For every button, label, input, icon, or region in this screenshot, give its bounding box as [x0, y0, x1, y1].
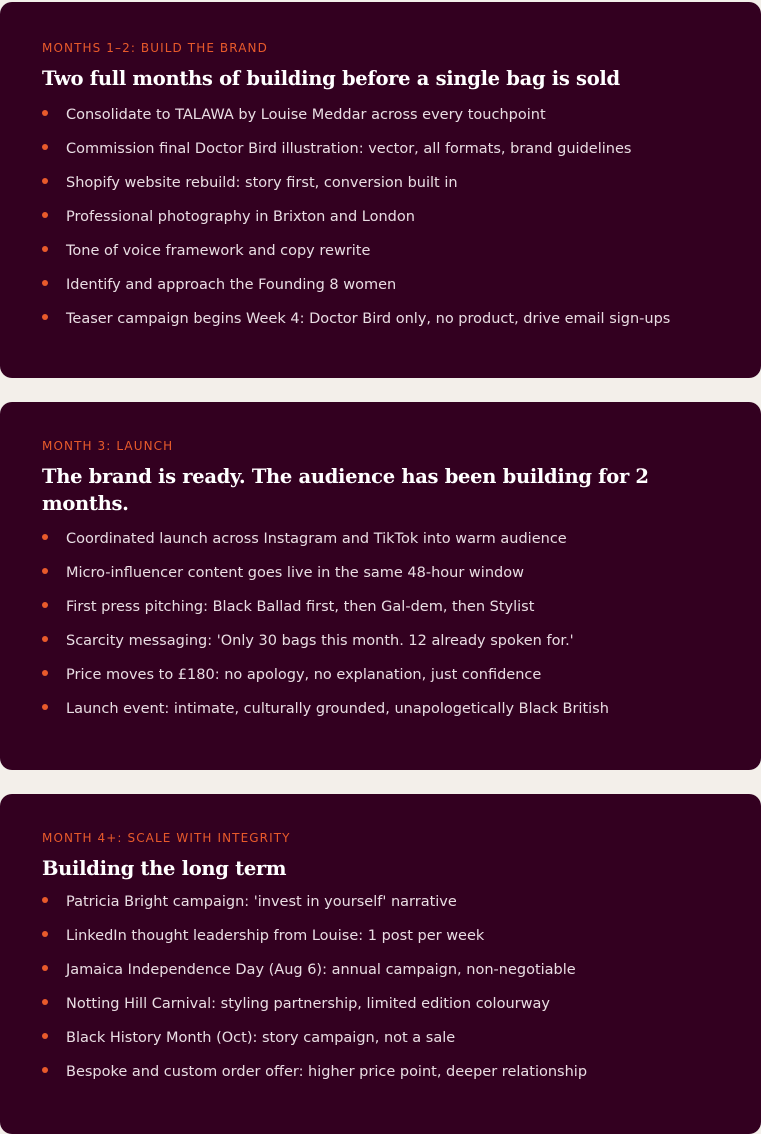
list-item-text: Patricia Bright campaign: 'invest in yourself' narrative	[66, 894, 457, 910]
bullet-dot-icon	[42, 636, 48, 642]
list-item-text: Price moves to £180: no apology, no explanation, just confidence	[66, 667, 542, 683]
list-item	[42, 923, 721, 957]
bullet-dot-icon	[42, 534, 48, 540]
list-item-text: Consolidate to TALAWA by Louise Meddar across every touchpoint	[66, 107, 546, 123]
list-item	[42, 306, 721, 340]
list-item-text: Micro-influencer content goes live in the same 48-hour window	[66, 565, 524, 581]
bullet-dot-icon	[42, 965, 48, 971]
bullet-dot-icon	[42, 704, 48, 710]
bullet-dot-icon	[42, 280, 48, 286]
list-item	[42, 204, 721, 238]
list-item-text: Tone of voice framework and copy rewrite	[66, 243, 371, 259]
list-item	[42, 1059, 721, 1093]
list-item	[42, 102, 721, 136]
section-eyebrow: MONTH 3: LAUNCH	[42, 439, 174, 453]
list-item-text: Black History Month (Oct): story campaign, not a sale	[66, 1030, 456, 1046]
bullet-dot-icon	[42, 568, 48, 574]
list-item	[42, 170, 721, 204]
list-item	[42, 594, 721, 628]
list-item-text: Bespoke and custom order offer: higher price point, deeper relationship	[66, 1064, 588, 1080]
section-item-list	[42, 526, 721, 730]
section-item-list	[42, 102, 721, 340]
list-item	[42, 696, 721, 730]
section-card-scale-with-integrity	[0, 794, 761, 1134]
list-item-text: LinkedIn thought leadership from Louise: 1 post per week	[66, 928, 485, 944]
bullet-dot-icon	[42, 178, 48, 184]
list-item-text: Notting Hill Carnival: styling partnership, limited edition colourway	[66, 996, 550, 1012]
list-item-text: Scarcity messaging: 'Only 30 bags this month. 12 already spoken for.'	[66, 633, 574, 649]
section-eyebrow: MONTHS 1–2: BUILD THE BRAND	[42, 41, 268, 55]
list-item-text: Coordinated launch across Instagram and TikTok into warm audience	[66, 531, 567, 547]
list-item	[42, 957, 721, 991]
bullet-dot-icon	[42, 314, 48, 320]
section-card-launch	[0, 402, 761, 770]
list-item-text: Shopify website rebuild: story first, conversion built in	[66, 175, 458, 191]
bullet-dot-icon	[42, 246, 48, 252]
section-heading: The brand is ready. The audience has been building for 2 months.	[42, 465, 649, 515]
section-item-list	[42, 889, 721, 1093]
section-eyebrow: MONTH 4+: SCALE WITH INTEGRITY	[42, 831, 291, 845]
list-item-text: Identify and approach the Founding 8 women	[66, 277, 397, 293]
list-item-text: Teaser campaign begins Week 4: Doctor Bird only, no product, drive email sign-ups	[66, 311, 671, 327]
section-heading: Building the long term	[42, 857, 287, 880]
list-item	[42, 991, 721, 1025]
bullet-dot-icon	[42, 897, 48, 903]
bullet-dot-icon	[42, 931, 48, 937]
list-item	[42, 1025, 721, 1059]
bullet-dot-icon	[42, 1033, 48, 1039]
list-item	[42, 272, 721, 306]
list-item-text: Professional photography in Brixton and London	[66, 209, 415, 225]
list-item-text: First press pitching: Black Ballad first, then Gal-dem, then Stylist	[66, 599, 535, 615]
bullet-dot-icon	[42, 602, 48, 608]
list-item-text: Jamaica Independence Day (Aug 6): annual campaign, non-negotiable	[66, 962, 576, 978]
bullet-dot-icon	[42, 1067, 48, 1073]
section-heading: Two full months of building before a single bag is sold	[42, 67, 620, 90]
list-item-text: Launch event: intimate, culturally grounded, unapologetically Black British	[66, 701, 609, 717]
list-item	[42, 560, 721, 594]
list-item	[42, 662, 721, 696]
list-item	[42, 526, 721, 560]
section-card-build-the-brand	[0, 2, 761, 378]
bullet-dot-icon	[42, 110, 48, 116]
bullet-dot-icon	[42, 999, 48, 1005]
bullet-dot-icon	[42, 670, 48, 676]
list-item	[42, 628, 721, 662]
bullet-dot-icon	[42, 144, 48, 150]
list-item-text: Commission final Doctor Bird illustration: vector, all formats, brand guidelines	[66, 141, 632, 157]
list-item	[42, 136, 721, 170]
list-item	[42, 238, 721, 272]
list-item	[42, 889, 721, 923]
bullet-dot-icon	[42, 212, 48, 218]
